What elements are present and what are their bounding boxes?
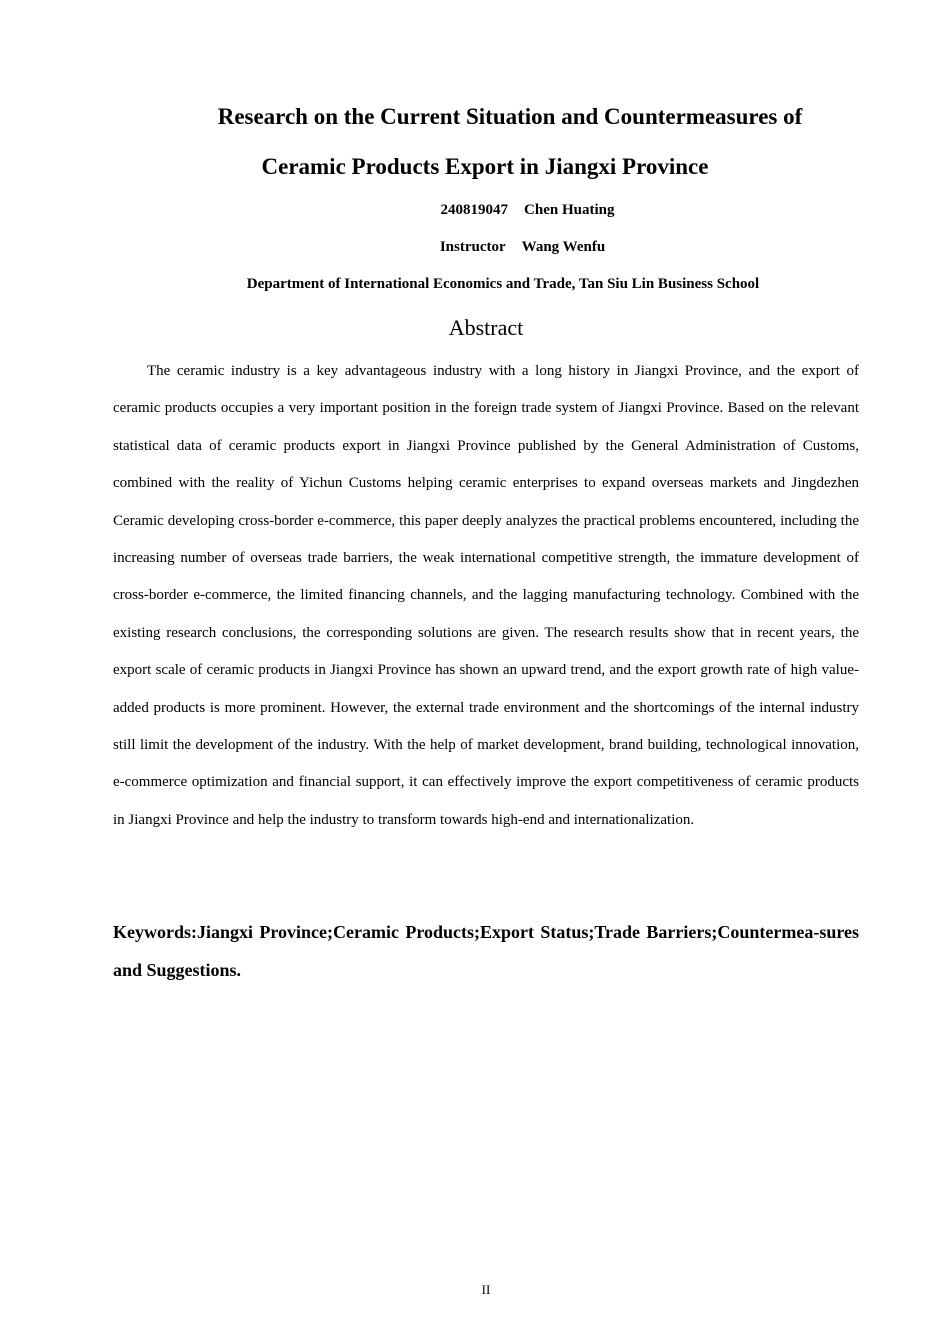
instructor-label: Instructor (439, 239, 506, 255)
instructor-name: Wang Wenfu (521, 239, 606, 255)
department-line: Department of International Economics and Trade, Tan Siu Lin Business School (246, 276, 760, 292)
author-name: Chen Huating (524, 202, 615, 218)
paper-title-line-2: Ceramic Products Export in Jiangxi Province (261, 154, 709, 179)
instructor-line (400, 237, 645, 257)
keywords: Keywords:Jiangxi Province;Ceramic Products;Export Status;Trade Barriers;Countermea-sures and Suggestions. (113, 922, 859, 980)
page-number: II (481, 1282, 491, 1297)
author-line (400, 200, 655, 220)
paper-title-line-1: Research on the Current Situation and Countermeasures of (217, 104, 803, 129)
abstract-body: The ceramic industry is a key advantageous industry with a long history in Jiangxi Province, and the export of ceramic products occupies a very important position in the foreign trade system of Jiangxi Province. Based on the relevant statistical data of ceramic products export in Jiangxi Province published by the General Administration of Customs, combined with the reality of Yichun Customs helping ceramic enterprises to expand overseas markets and Jingdezhen Ceramic developing cross-border e-commerce, this paper deeply analyzes the practical problems encountered, including the increasing number of overseas trade barriers, the weak international competitive strength, the immature development of cross-border e-commerce, the limited financing channels, and the lagging manufacturing technology. Combined with the existing research conclusions, the corresponding solutions are given. The research results show that in recent years, the export scale of ceramic products in Jiangxi Province has shown an upward trend, and the export growth rate of high value-added products is more prominent. However, the external trade environment and the shortcomings of the internal industry still limit the development of the industry. With the help of market development, brand building, technological innovation, e-commerce optimization and financial support, it can effectively improve the export competitiveness of ceramic products in Jiangxi Province and help the industry to transform towards high-end and internationalization. (113, 363, 859, 828)
student-id: 240819047 (440, 202, 509, 218)
abstract-heading: Abstract (448, 315, 524, 340)
